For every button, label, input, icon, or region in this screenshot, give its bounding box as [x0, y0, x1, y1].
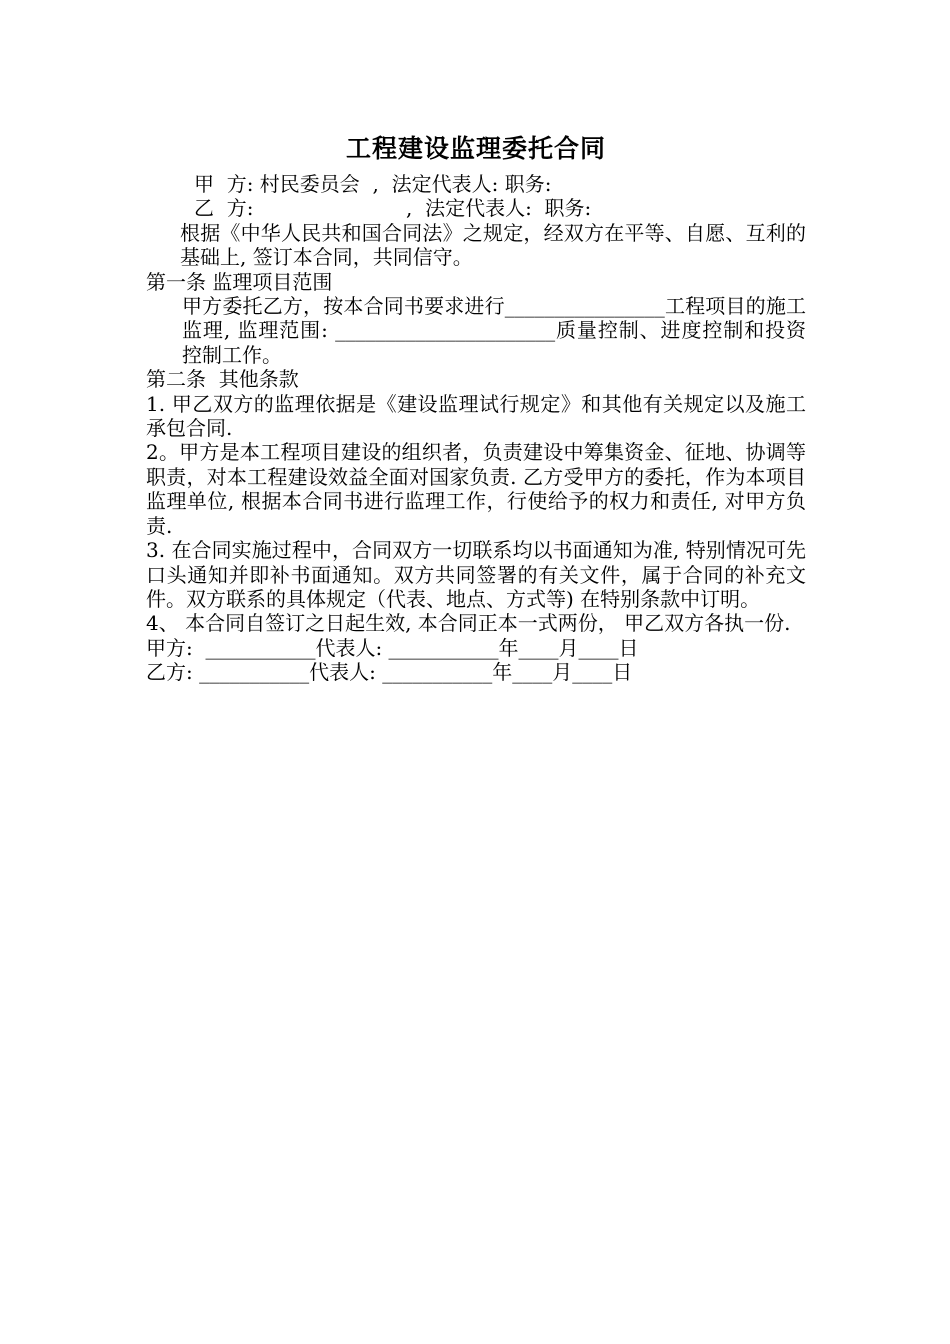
clause-3: 3. 在合同实施过程中，合同双方一切联系均以书面通知为准, 特别情况可先口头通知并即补书面通知。双方共同签署的有关文件，属于合同的补充文件。双方联系的具体规定（代表、地点、方式等) 在特别条款中订明。 [146, 538, 806, 611]
clause-2: 2。甲方是本工程项目建设的组织者，负责建设中筹集资金、征地、协调等职责，对本工程建设效益全面对国家负责. 乙方受甲方的委托，作为本项目监理单位, 根据本合同书进行监理工作，行使给予的权力和责任, 对甲方负责. [146, 440, 806, 538]
article-1-heading: 第一条 监理项目范围 [146, 269, 333, 294]
contract-page [146, 130, 806, 685]
preamble-paragraph: 根据《中华人民共和国合同法》之规定，经双方在平等、自愿、互利的基础上, 签订本合同，共同信守。 [180, 220, 806, 270]
clause-1: 1. 甲乙双方的监理依据是《建设监理试行规定》和其他有关规定以及施工承包合同. [146, 391, 806, 441]
party-a-line: 甲 方: 村民委员会 , 法定代表人: 职务: [194, 172, 552, 196]
signature-line-party-a: 甲方: ___________代表人: ___________年____月____日 [146, 635, 639, 660]
article-1-body: 甲方委托乙方，按本合同书要求进行________________工程项目的施工监理, 监理范围: ______________________质量控制、进度控制和投资控制工作。 [182, 294, 806, 367]
document-title: 工程建设监理委托合同 [345, 134, 606, 163]
signature-line-party-b: 乙方: ___________代表人: ___________年____月____日 [146, 660, 633, 685]
article-2-heading: 第二条 其他条款 [146, 367, 299, 392]
clause-4: 4、 本合同自签订之日起生效, 本合同正本一式两份， 甲乙双方各执一份. [146, 611, 791, 636]
party-b-line: 乙 方: , 法定代表人: 职务: [194, 196, 592, 221]
